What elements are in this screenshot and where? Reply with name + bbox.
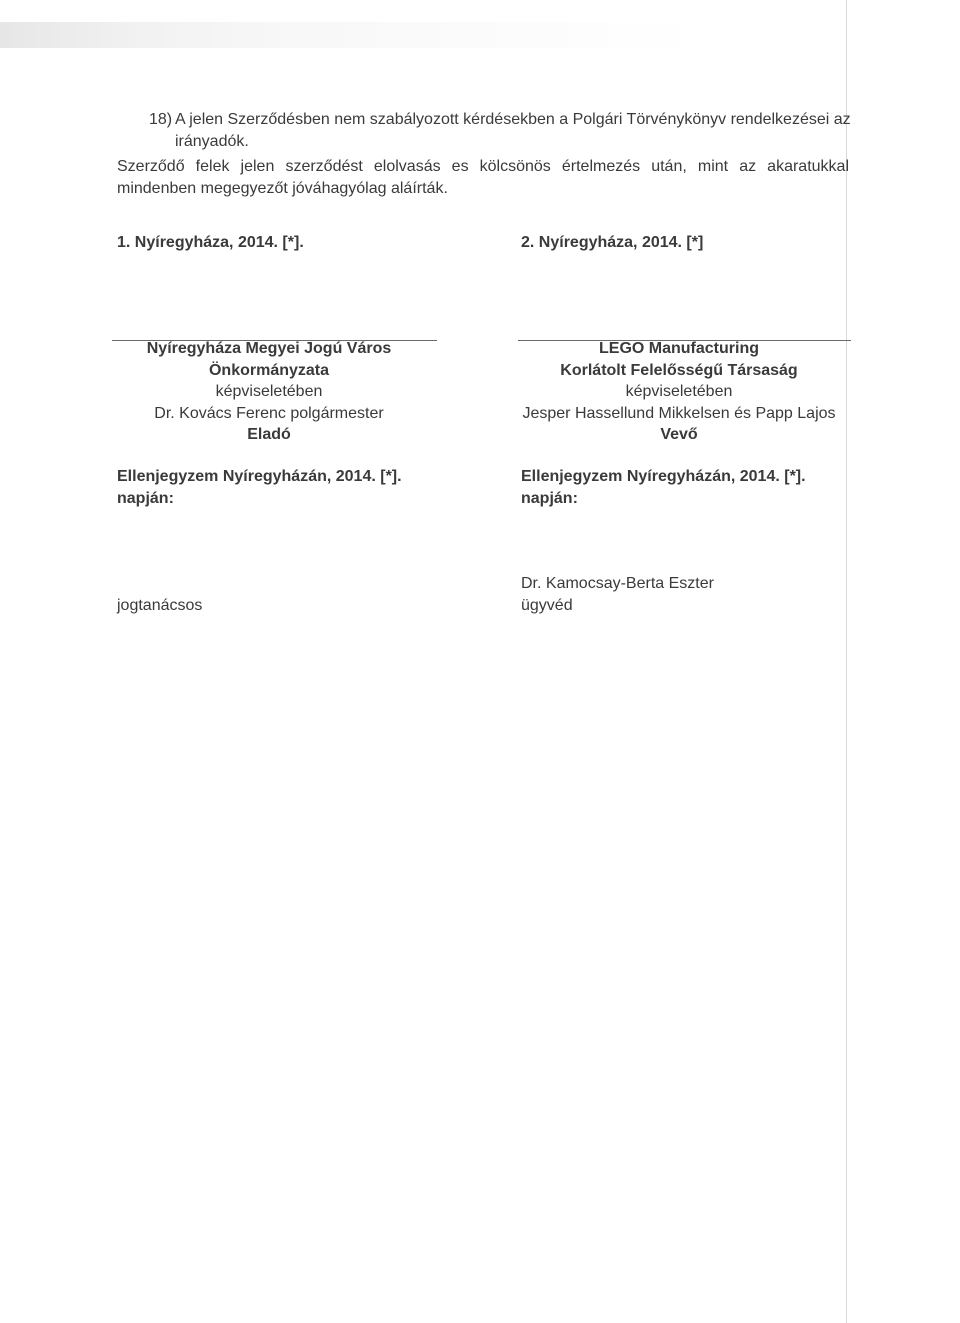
buyer-lawyer <box>521 573 714 617</box>
buyer-countersign-line1: Ellenjegyzem Nyíregyházán, 2014. [*]. <box>521 468 806 485</box>
buyer-representative: Jesper Hassellund Mikkelsen és Papp Lajos <box>522 404 836 422</box>
seller-block <box>99 338 439 446</box>
closing-statement: Szerződő felek jelen szerződést elolvasás es kölcsönös értelmezés után, mint az akaratukkal mindenben megegyezőt jóváhagyólag aláírták. <box>117 158 849 197</box>
seller-representative: Dr. Kovács Ferenc polgármester <box>154 404 384 422</box>
seller-name-line2: Önkormányzata <box>208 361 330 379</box>
buyer-name-line2: Korlátolt Felelősségű Társaság <box>560 361 798 379</box>
buyer-name-line1: LEGO Manufacturing <box>599 340 759 357</box>
seller-countersign-line2: napján: <box>117 490 174 507</box>
buyer-representation: képviseletében <box>625 383 733 400</box>
clause-text: A jelen Szerződésben nem szabályozott kérdésekben a Polgári Törvénykönyv rendelkezései az irányadók. <box>175 111 851 150</box>
clause-number: 18) <box>149 111 173 128</box>
buyer-lawyer-name: Dr. Kamocsay-Berta Eszter <box>521 575 714 592</box>
seller-signing-place: 1. Nyíregyháza, 2014. [*]. <box>117 234 304 251</box>
seller-lawyer-title: jogtanácsos <box>117 597 203 614</box>
buyer-block <box>509 338 849 446</box>
seller-representation: képviseletében <box>215 383 323 400</box>
buyer-lawyer-title: ügyvéd <box>521 597 573 614</box>
scan-noise <box>0 22 700 48</box>
seller-countersign <box>117 466 402 510</box>
buyer-countersign <box>521 466 806 510</box>
seller-role: Eladó <box>247 426 291 443</box>
buyer-signing-place: 2. Nyíregyháza, 2014. [*] <box>521 234 704 251</box>
seller-countersign-line1: Ellenjegyzem Nyíregyházán, 2014. [*]. <box>117 468 402 485</box>
seller-name-line1: Nyíregyháza Megyei Jogú Város <box>146 340 392 357</box>
buyer-countersign-line2: napján: <box>521 490 578 507</box>
buyer-role: Vevő <box>660 426 698 443</box>
